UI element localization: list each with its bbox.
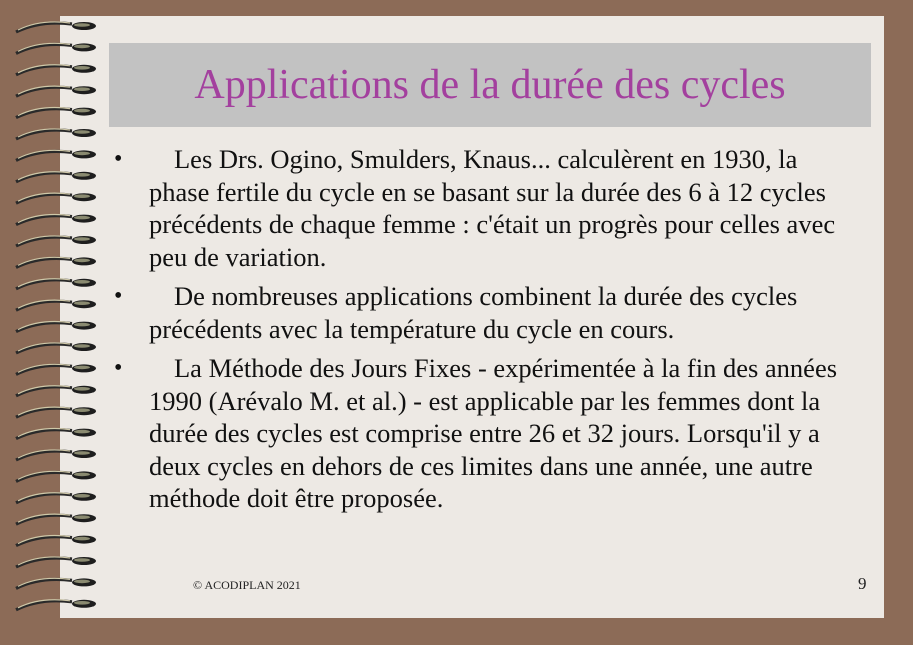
bullet-text: Les Drs. Ogino, Smulders, Knaus... calculèrent en 1930, la phase fertile du cycle en se basant sur la durée des 6 à 12 cycles précédents de chaque femme : c'était un progrès pour celles avec peu de variation. <box>149 144 836 272</box>
binding-ring <box>16 471 96 481</box>
title-bar <box>109 43 871 127</box>
binding-ring <box>16 514 96 524</box>
binding-ring <box>16 450 96 460</box>
binding-ring <box>16 600 96 610</box>
binding-ring <box>16 364 96 374</box>
bullet-item <box>114 280 854 345</box>
binding-ring <box>16 557 96 567</box>
binding-ring <box>16 429 96 439</box>
binding-ring <box>16 236 96 246</box>
bullet-marker: • <box>114 283 123 309</box>
bullet-text: La Méthode des Jours Fixes - expérimentée à la fin des années 1990 (Arévalo M. et al.) - est applicable par les femmes dont la durée des cycles est comprise entre 26 et 32 jours. Lorsqu'il y a deux cycles en dehors de ces limites dans une année, une autre méthode doit être proposée. <box>149 353 838 513</box>
spiral-binding-icon <box>10 18 105 618</box>
binding-ring <box>16 150 96 160</box>
binding-ring <box>16 578 96 588</box>
bullet-item <box>114 143 854 273</box>
bullet-list <box>114 143 854 522</box>
binding-ring <box>16 386 96 396</box>
binding-ring <box>16 257 96 267</box>
binding-ring <box>16 215 96 225</box>
bullet-marker: • <box>114 355 123 381</box>
binding-ring <box>16 322 96 332</box>
binding-ring <box>16 536 96 546</box>
slide-title: Applications de la durée des cycles <box>194 62 786 108</box>
page-number: 9 <box>858 574 867 593</box>
binding-ring <box>16 108 96 118</box>
binding-ring <box>16 172 96 182</box>
bullet-item <box>114 352 854 515</box>
binding-ring <box>16 129 96 139</box>
binding-ring <box>16 65 96 75</box>
binding-ring <box>16 279 96 289</box>
bullet-text: De nombreuses applications combinent la durée des cycles précédents avec la température du cycle en cours. <box>149 281 798 344</box>
binding-ring <box>16 86 96 96</box>
binding-ring <box>16 22 96 32</box>
binding-ring <box>16 300 96 310</box>
binding-ring <box>16 193 96 203</box>
binding-ring <box>16 343 96 353</box>
binding-ring <box>16 407 96 417</box>
bullet-marker: • <box>114 146 123 172</box>
copyright-footer: © ACODIPLAN 2021 <box>193 578 301 592</box>
binding-ring <box>16 43 96 53</box>
binding-ring <box>16 493 96 503</box>
